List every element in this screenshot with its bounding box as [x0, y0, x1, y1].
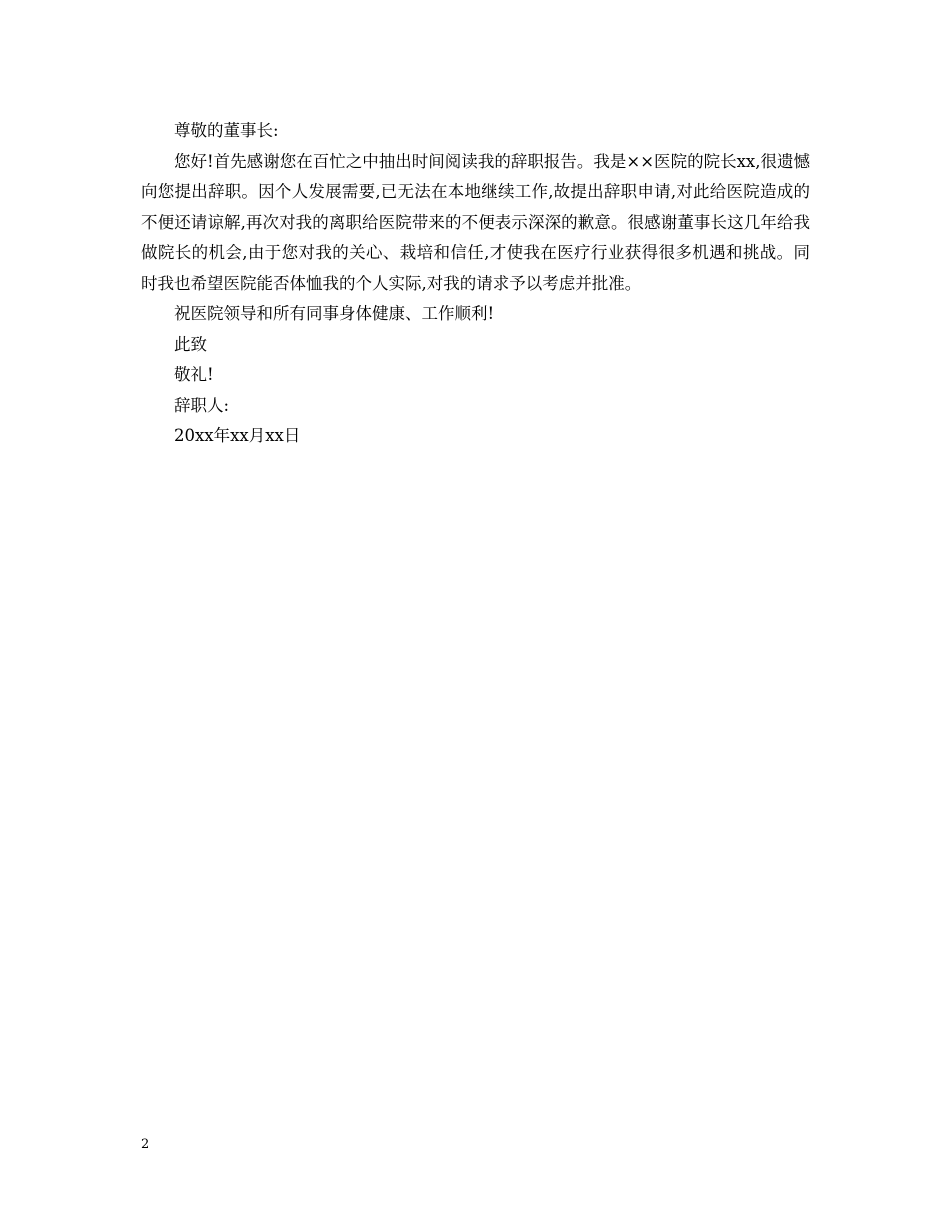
salutation: 尊敬的董事长:	[174, 121, 279, 140]
page-number: 2	[141, 1137, 150, 1152]
signature-label: 辞职人:	[174, 395, 230, 415]
closing-line-2: 敬礼!	[174, 365, 214, 384]
closing-line-1: 此致	[174, 334, 207, 354]
wishes-line: 祝医院领导和所有同事身体健康、工作顺利!	[174, 304, 495, 323]
date-line: 20xx年xx月xx日	[174, 426, 301, 445]
letter-body	[141, 116, 810, 452]
body-paragraph: 您好!首先感谢您在百忙之中抽出时间阅读我的辞职报告。我是××医院的院长xx,很遗憾向您提出辞职。因个人发展需要,已无法在本地继续工作,故提出辞职申请,对此给医院造成的不便还请谅解,再次对我的离职给医院带来的不便表示深深的歉意。很感谢董事长这几年给我做院长的机会,由于您对我的关心、栽培和信任,才使我在医疗行业获得很多机遇和挑战。同时我也希望医院能否体恤我的个人实际,对我的请求予以考虑并批准。	[141, 151, 810, 293]
